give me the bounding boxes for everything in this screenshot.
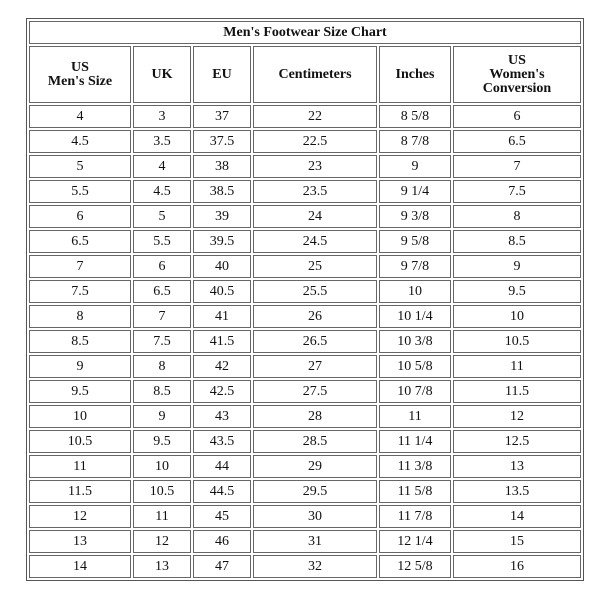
cell-us-mens-size: 8 [29, 305, 131, 328]
table-row [29, 305, 581, 328]
size-chart-table [26, 18, 584, 581]
cell-eu: 37 [193, 105, 251, 128]
cell-uk: 6 [133, 255, 191, 278]
cell-us-mens-size: 11.5 [29, 480, 131, 503]
table-row [29, 155, 581, 178]
cell-centimeters: 31 [253, 530, 377, 553]
cell-us-mens-size: 4.5 [29, 130, 131, 153]
cell-centimeters: 27.5 [253, 380, 377, 403]
cell-centimeters: 23.5 [253, 180, 377, 203]
table-row [29, 505, 581, 528]
cell-us-womens-conversion: 9.5 [453, 280, 581, 303]
table-row [29, 380, 581, 403]
cell-inches: 8 5/8 [379, 105, 451, 128]
cell-inches: 10 5/8 [379, 355, 451, 378]
cell-eu: 46 [193, 530, 251, 553]
cell-us-mens-size: 7 [29, 255, 131, 278]
cell-uk: 4 [133, 155, 191, 178]
cell-centimeters: 26.5 [253, 330, 377, 353]
cell-uk: 4.5 [133, 180, 191, 203]
column-header-centimeters [253, 46, 377, 103]
table-row [29, 330, 581, 353]
table-row [29, 480, 581, 503]
cell-eu: 39 [193, 205, 251, 228]
cell-us-womens-conversion: 15 [453, 530, 581, 553]
table-row [29, 455, 581, 478]
cell-inches: 10 1/4 [379, 305, 451, 328]
column-header-us-mens-size [29, 46, 131, 103]
column-header-eu [193, 46, 251, 103]
cell-inches: 9 7/8 [379, 255, 451, 278]
cell-uk: 5 [133, 205, 191, 228]
cell-eu: 42.5 [193, 380, 251, 403]
table-row [29, 105, 581, 128]
cell-centimeters: 30 [253, 505, 377, 528]
cell-us-womens-conversion: 11.5 [453, 380, 581, 403]
cell-uk: 3.5 [133, 130, 191, 153]
column-header-line: UK [151, 66, 173, 82]
cell-eu: 42 [193, 355, 251, 378]
cell-inches: 9 [379, 155, 451, 178]
cell-inches: 12 1/4 [379, 530, 451, 553]
cell-uk: 8.5 [133, 380, 191, 403]
cell-inches: 11 1/4 [379, 430, 451, 453]
cell-inches: 11 [379, 405, 451, 428]
cell-eu: 44 [193, 455, 251, 478]
cell-us-mens-size: 14 [29, 555, 131, 578]
column-header-line: Conversion [482, 80, 552, 96]
cell-us-womens-conversion: 6.5 [453, 130, 581, 153]
column-header-uk [133, 46, 191, 103]
cell-centimeters: 25 [253, 255, 377, 278]
column-header-line: Men's Size [47, 73, 113, 89]
cell-us-womens-conversion: 8.5 [453, 230, 581, 253]
cell-us-womens-conversion: 6 [453, 105, 581, 128]
cell-eu: 39.5 [193, 230, 251, 253]
cell-eu: 38 [193, 155, 251, 178]
chart-title: Men's Footwear Size Chart [29, 21, 581, 44]
column-header-line: US [508, 52, 526, 68]
cell-centimeters: 27 [253, 355, 377, 378]
cell-eu: 41 [193, 305, 251, 328]
cell-centimeters: 29 [253, 455, 377, 478]
table-row [29, 355, 581, 378]
column-header-line: Inches [395, 66, 435, 82]
cell-uk: 10.5 [133, 480, 191, 503]
cell-us-womens-conversion: 16 [453, 555, 581, 578]
column-header-line: Centimeters [278, 66, 352, 82]
cell-eu: 38.5 [193, 180, 251, 203]
cell-uk: 7 [133, 305, 191, 328]
cell-us-womens-conversion: 13.5 [453, 480, 581, 503]
cell-uk: 13 [133, 555, 191, 578]
cell-us-womens-conversion: 8 [453, 205, 581, 228]
cell-us-mens-size: 8.5 [29, 330, 131, 353]
cell-us-womens-conversion: 10 [453, 305, 581, 328]
cell-centimeters: 24.5 [253, 230, 377, 253]
cell-eu: 43 [193, 405, 251, 428]
cell-centimeters: 25.5 [253, 280, 377, 303]
table-row [29, 230, 581, 253]
cell-us-womens-conversion: 7.5 [453, 180, 581, 203]
cell-centimeters: 22 [253, 105, 377, 128]
cell-uk: 7.5 [133, 330, 191, 353]
cell-us-mens-size: 6 [29, 205, 131, 228]
cell-uk: 6.5 [133, 280, 191, 303]
cell-us-mens-size: 4 [29, 105, 131, 128]
cell-us-womens-conversion: 7 [453, 155, 581, 178]
cell-us-mens-size: 5.5 [29, 180, 131, 203]
cell-us-mens-size: 9 [29, 355, 131, 378]
cell-us-womens-conversion: 10.5 [453, 330, 581, 353]
cell-uk: 11 [133, 505, 191, 528]
cell-us-mens-size: 10 [29, 405, 131, 428]
column-header-line: EU [212, 66, 232, 82]
cell-us-womens-conversion: 9 [453, 255, 581, 278]
cell-inches: 9 5/8 [379, 230, 451, 253]
cell-centimeters: 28.5 [253, 430, 377, 453]
size-chart-container [26, 18, 580, 581]
column-header-line: US [71, 59, 89, 75]
column-header-line: Women's [489, 66, 545, 82]
cell-us-mens-size: 13 [29, 530, 131, 553]
column-header-inches [379, 46, 451, 103]
table-row [29, 255, 581, 278]
cell-us-womens-conversion: 12 [453, 405, 581, 428]
cell-uk: 3 [133, 105, 191, 128]
size-chart-body [29, 105, 581, 578]
cell-centimeters: 24 [253, 205, 377, 228]
cell-us-mens-size: 5 [29, 155, 131, 178]
table-row [29, 205, 581, 228]
cell-eu: 40 [193, 255, 251, 278]
cell-inches: 10 3/8 [379, 330, 451, 353]
cell-eu: 44.5 [193, 480, 251, 503]
cell-eu: 37.5 [193, 130, 251, 153]
cell-inches: 11 5/8 [379, 480, 451, 503]
table-row [29, 180, 581, 203]
cell-uk: 10 [133, 455, 191, 478]
cell-eu: 41.5 [193, 330, 251, 353]
cell-inches: 10 [379, 280, 451, 303]
cell-us-womens-conversion: 14 [453, 505, 581, 528]
cell-us-womens-conversion: 13 [453, 455, 581, 478]
column-header-row [29, 46, 581, 103]
table-row [29, 405, 581, 428]
table-row [29, 530, 581, 553]
cell-eu: 47 [193, 555, 251, 578]
cell-us-mens-size: 11 [29, 455, 131, 478]
cell-inches: 11 7/8 [379, 505, 451, 528]
cell-us-mens-size: 10.5 [29, 430, 131, 453]
table-row [29, 430, 581, 453]
cell-eu: 45 [193, 505, 251, 528]
cell-uk: 9.5 [133, 430, 191, 453]
cell-inches: 9 1/4 [379, 180, 451, 203]
cell-centimeters: 28 [253, 405, 377, 428]
cell-uk: 5.5 [133, 230, 191, 253]
cell-centimeters: 23 [253, 155, 377, 178]
cell-eu: 40.5 [193, 280, 251, 303]
cell-inches: 11 3/8 [379, 455, 451, 478]
cell-centimeters: 22.5 [253, 130, 377, 153]
cell-us-mens-size: 7.5 [29, 280, 131, 303]
table-row [29, 555, 581, 578]
table-row [29, 130, 581, 153]
cell-centimeters: 26 [253, 305, 377, 328]
column-header-us-womens-conversion [453, 46, 581, 103]
cell-inches: 12 5/8 [379, 555, 451, 578]
cell-inches: 8 7/8 [379, 130, 451, 153]
cell-us-mens-size: 9.5 [29, 380, 131, 403]
cell-centimeters: 32 [253, 555, 377, 578]
cell-centimeters: 29.5 [253, 480, 377, 503]
cell-us-mens-size: 6.5 [29, 230, 131, 253]
cell-inches: 10 7/8 [379, 380, 451, 403]
cell-uk: 8 [133, 355, 191, 378]
table-row [29, 280, 581, 303]
cell-us-womens-conversion: 11 [453, 355, 581, 378]
cell-eu: 43.5 [193, 430, 251, 453]
cell-uk: 9 [133, 405, 191, 428]
cell-inches: 9 3/8 [379, 205, 451, 228]
cell-us-womens-conversion: 12.5 [453, 430, 581, 453]
cell-uk: 12 [133, 530, 191, 553]
cell-us-mens-size: 12 [29, 505, 131, 528]
